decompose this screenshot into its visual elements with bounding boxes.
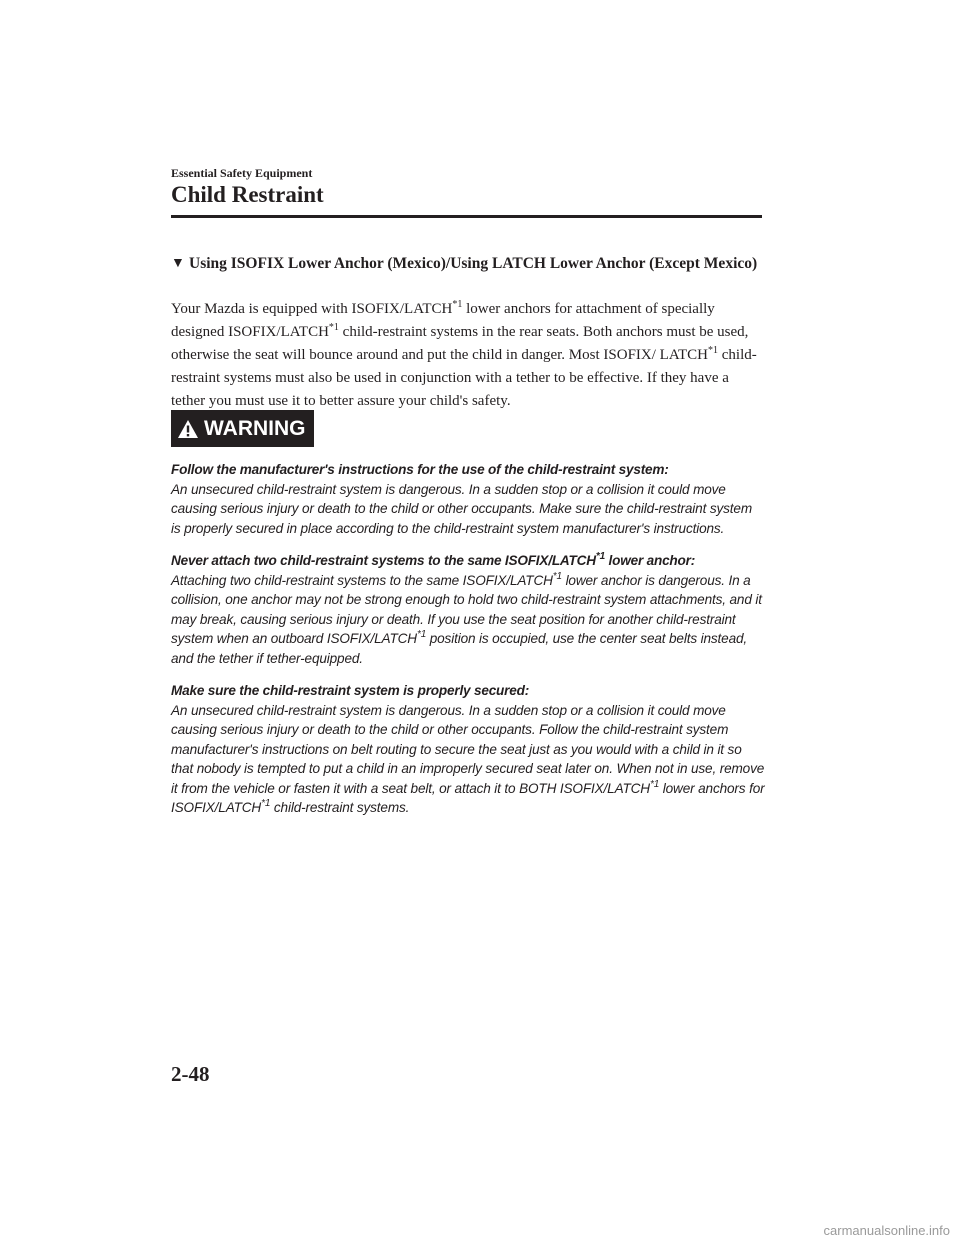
body-paragraph xyxy=(171,298,761,413)
body-text-segment: child-restraint systems must also be used in conjunction with a tether to be effective. If they have a tether you must use it to better assure your child's safety. xyxy=(171,347,757,409)
warning-item-detail xyxy=(171,571,765,669)
text-segment: Never attach two child-restraint systems to the same ISOFIX/LATCH xyxy=(171,553,596,568)
body-text-segment: lower anchors for attachment of specially designed ISOFIX/LATCH xyxy=(171,301,715,340)
footnote-mark: *1 xyxy=(552,570,562,582)
warning-item-detail: An unsecured child-restraint system is dangerous. In a sudden stop or a collision it could move causing serious injury or death to the child or other occupants. Make sure the child-restraint system is properly secured in place according to the child-restraint system manufacturer's instructions. xyxy=(171,481,752,536)
warning-label-text: WARNING xyxy=(204,416,306,440)
text-segment: An unsecured child-restraint system is dangerous. In a sudden stop or a collision it could move causing serious injury or death to the child or other occupants. Follow the child-restraint system manufacturer's instructions on belt routing to secure the seat just as you would with a child in it so that nobody is tempted to put a child in an improperly secured seat later on. When not in use, remove it from the vehicle or fasten it with a seat belt, or attach it to BOTH ISOFIX/LATCH xyxy=(171,702,765,796)
warning-triangle-icon xyxy=(177,419,199,439)
page-number: 2-48 xyxy=(171,1062,210,1086)
footnote-mark: *1 xyxy=(649,778,660,790)
down-triangle-icon: ▼ xyxy=(171,256,185,271)
text-segment: lower anchor is dangerous. In a collision, one anchor may not be strong enough to hold two child-restraint system attachments, and it may break, causing serious injury or death. If you use the seat position for another child-restraint system when an outboard ISOFIX/LATCH xyxy=(171,572,762,646)
warning-item xyxy=(171,551,765,668)
warning-item-lead: Follow the manufacturer's instructions for the use of the child-restraint system: xyxy=(171,462,669,477)
footnote-mark: *1 xyxy=(708,345,718,356)
section-heading xyxy=(171,253,761,275)
footnote-mark: *1 xyxy=(452,299,463,310)
watermark: carmanualsonline.info xyxy=(823,1223,950,1238)
text-segment: child-restraint systems. xyxy=(270,800,410,815)
text-segment: lower anchor: xyxy=(604,553,696,568)
body-text-segment: child-restraint systems in the rear seats. Both anchors must be used, otherwise the seat will bounce around and put the child in danger. Most ISOFIX/ LATCH xyxy=(171,324,749,363)
section-heading-text: Using ISOFIX Lower Anchor (Mexico)/Using LATCH Lower Anchor (Except Mexico) xyxy=(189,255,758,272)
warning-item xyxy=(171,460,765,538)
page-title: Child Restraint xyxy=(171,182,324,207)
footnote-mark: *1 xyxy=(416,629,427,640)
footnote-mark: *1 xyxy=(261,798,271,809)
warning-item-lead: Make sure the child-restraint system is properly secured: xyxy=(171,683,530,698)
warning-item-lead xyxy=(171,551,765,571)
body-text-segment: Your Mazda is equipped with ISOFIX/LATCH xyxy=(171,301,453,317)
footnote-mark: *1 xyxy=(595,551,605,562)
warning-label xyxy=(171,410,314,447)
warning-item xyxy=(171,681,765,818)
footnote-mark: *1 xyxy=(328,322,339,333)
warning-list xyxy=(171,460,765,831)
section-name: Essential Safety Equipment xyxy=(171,166,313,180)
warning-item-detail xyxy=(171,701,765,818)
text-segment: position is occupied, use the center seat belts instead, and the tether if tether-equipped. xyxy=(171,631,748,666)
text-segment: Attaching two child-restraint systems to the same ISOFIX/LATCH xyxy=(171,572,553,588)
text-segment: lower anchors for ISOFIX/LATCH xyxy=(171,780,765,815)
header-divider xyxy=(171,215,762,218)
